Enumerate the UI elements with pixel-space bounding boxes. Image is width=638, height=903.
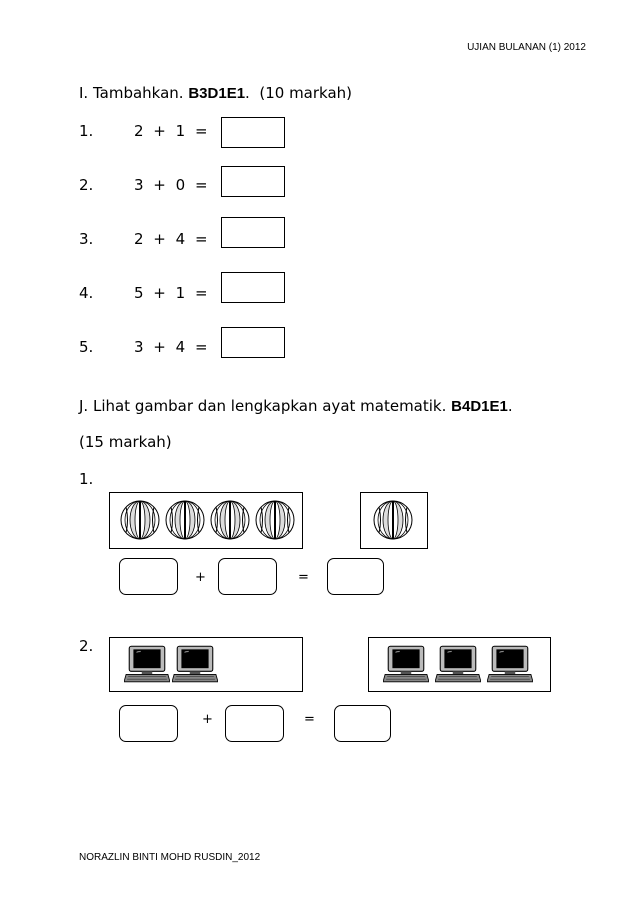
section-i-title: I. Tambahkan. xyxy=(79,84,184,102)
question-expression: 2 + 1 = xyxy=(134,122,209,140)
question-expression: 3 + 4 = xyxy=(134,338,209,356)
computer-icon xyxy=(172,644,218,684)
picture-group-left xyxy=(109,492,303,549)
question-number: 3. xyxy=(79,230,94,248)
question-number: 1. xyxy=(79,122,94,140)
section-i-heading: I. Tambahkan. B3D1E1. (10 markah) xyxy=(79,84,353,102)
ball-icon xyxy=(165,498,205,542)
section-i-code: B3D1E1 xyxy=(188,85,246,102)
page-footer: NORAZLIN BINTI MOHD RUSDIN_2012 xyxy=(79,852,261,863)
answer-box[interactable] xyxy=(221,217,285,248)
equals-sign: = xyxy=(298,570,309,585)
answer-box[interactable] xyxy=(334,705,391,742)
question-number: 4. xyxy=(79,284,94,302)
picture-group-left xyxy=(109,637,303,692)
question-number: 5. xyxy=(79,338,94,356)
plus-sign: + xyxy=(195,570,206,585)
section-j-heading: J. Lihat gambar dan lengkapkan ayat matematik. B4D1E1. xyxy=(79,397,513,415)
computer-icon xyxy=(435,644,481,684)
question-expression: 5 + 1 = xyxy=(134,284,209,302)
answer-box[interactable] xyxy=(221,327,285,358)
section-j-marks: (15 markah) xyxy=(79,433,172,451)
plus-sign: + xyxy=(202,712,213,727)
question-number: 1. xyxy=(79,470,94,488)
section-i-marks: (10 markah) xyxy=(259,84,353,102)
question-number: 2. xyxy=(79,637,94,655)
answer-box[interactable] xyxy=(221,272,285,303)
answer-box[interactable] xyxy=(327,558,384,595)
answer-box[interactable] xyxy=(221,117,285,148)
picture-group-right xyxy=(360,492,428,549)
page-header: UJIAN BULANAN (1) 2012 xyxy=(467,42,586,53)
ball-icon xyxy=(373,498,413,542)
question-number: 2. xyxy=(79,176,94,194)
answer-box[interactable] xyxy=(218,558,277,595)
section-j-code: B4D1E1 xyxy=(451,398,508,415)
answer-box[interactable] xyxy=(119,558,178,595)
answer-box[interactable] xyxy=(119,705,178,742)
question-expression: 2 + 4 = xyxy=(134,230,209,248)
question-expression: 3 + 0 = xyxy=(134,176,209,194)
computer-icon xyxy=(383,644,429,684)
computer-icon xyxy=(487,644,533,684)
picture-group-right xyxy=(368,637,551,692)
ball-icon xyxy=(120,498,160,542)
ball-icon xyxy=(210,498,250,542)
section-j-title: J. Lihat gambar dan lengkapkan ayat matematik. xyxy=(79,397,447,415)
answer-box[interactable] xyxy=(221,166,285,197)
equals-sign: = xyxy=(304,712,315,727)
answer-box[interactable] xyxy=(225,705,284,742)
computer-icon xyxy=(124,644,170,684)
ball-icon xyxy=(255,498,295,542)
